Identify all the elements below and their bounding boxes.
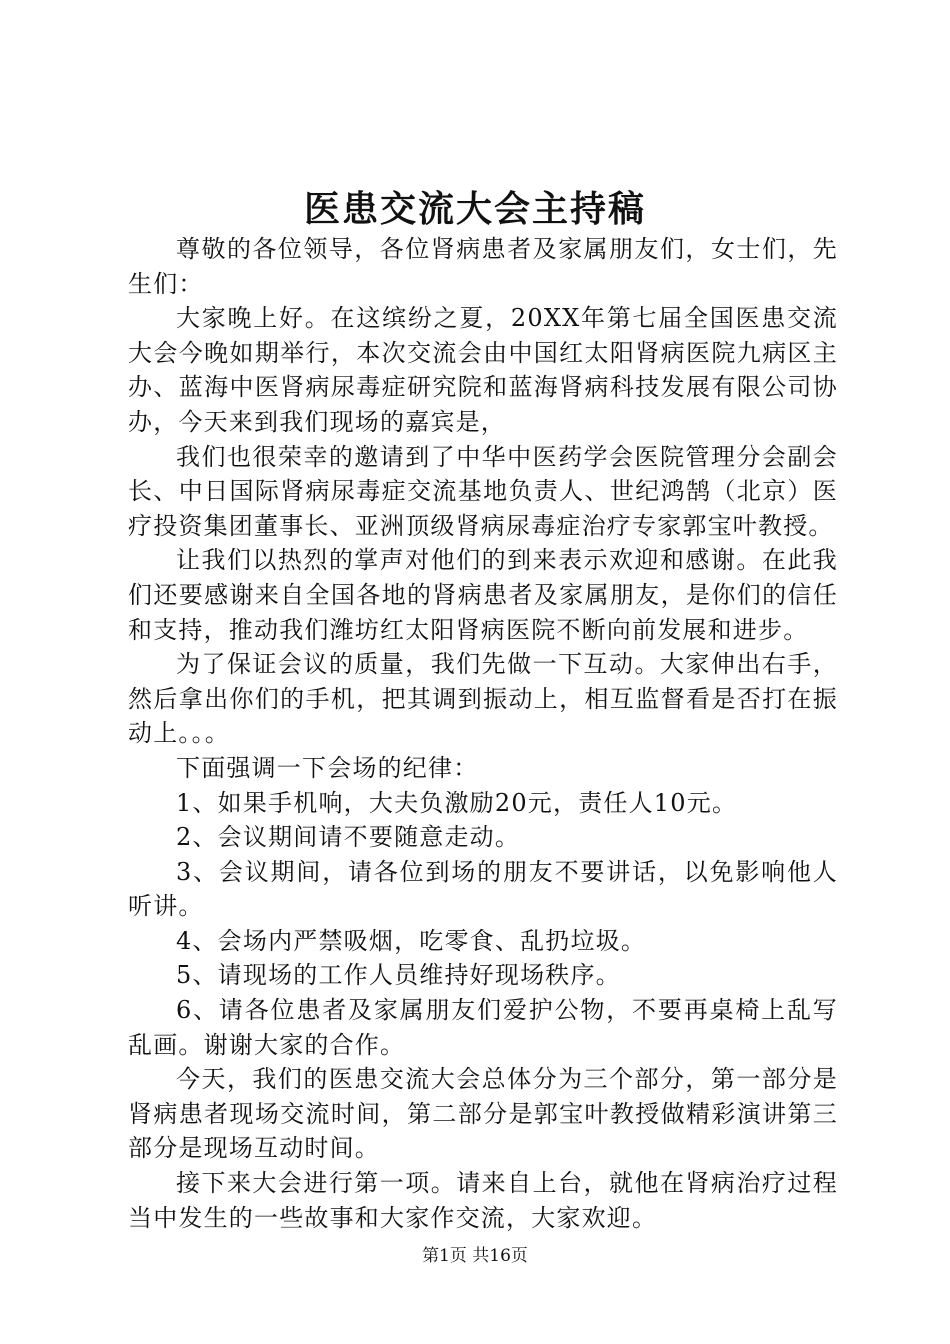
paragraph-agenda: 今天，我们的医患交流大会总体分为三个部分，第一部分是肾病患者现场交流时间，第二部分是郭宝叶教授做精彩演讲第三部分是现场互动时间。 <box>128 1065 838 1163</box>
document-body <box>128 232 838 1235</box>
paragraph-interaction: 为了保证会议的质量，我们先做一下互动。大家伸出右手，然后拿出你们的手机，把其调到振动上，相互监督看是否打在振动上。。。 <box>128 650 838 748</box>
paragraph-guest: 我们也很荣幸的邀请到了中华中医药学会医院管理分会副会长、中日国际肾病尿毒症交流基地负责人、世纪鸿鹄（北京）医疗投资集团董事长、亚洲顶级肾病尿毒症治疗专家郭宝叶教授。 <box>128 442 838 540</box>
document-title: 医患交流大会主持稿 <box>303 188 646 230</box>
rule-item-3: 3、会议期间，请各位到场的朋友不要讲话，以免影响他人听讲。 <box>128 857 838 921</box>
paragraph-rules-intro: 下面强调一下会场的纪律： <box>176 753 479 782</box>
rule-item-4: 4、会场内严禁吸烟，吃零食、乱扔垃圾。 <box>176 926 647 955</box>
rule-item-2: 2、会议期间请不要随意走动。 <box>176 823 521 852</box>
rule-item-5: 5、请现场的工作人员维持好现场秩序。 <box>176 961 621 990</box>
paragraph-first-item: 接下来大会进行第一项。请来自上台，就他在肾病治疗过程当中发生的一些故事和大家作交流，大家欢迎。 <box>128 1169 838 1232</box>
rule-item-6: 6、请各位患者及家属朋友们爱护公物，不要再桌椅上乱写乱画。谢谢大家的合作。 <box>128 996 838 1059</box>
paragraph-welcome: 让我们以热烈的掌声对他们的到来表示欢迎和感谢。在此我们还要感谢来自全国各地的肾病患者及家属朋友，是你们的信任和支持，推动我们潍坊红太阳肾病医院不断向前发展和进步。 <box>128 546 838 644</box>
paragraph-greeting: 尊敬的各位领导，各位肾病患者及家属朋友们，女士们，先生们： <box>128 235 838 298</box>
rule-item-1: 1、如果手机响，大夫负激励20元，责任人10元。 <box>176 788 738 817</box>
paragraph-opening: 大家晚上好。在这缤纷之夏，20XX年第七届全国医患交流大会今晚如期举行，本次交流会由中国红太阳肾病医院九病区主办、蓝海中医肾病尿毒症研究院和蓝海肾病科技发展有限公司协办，今天来到我们现场的嘉宾是， <box>128 304 838 436</box>
page-footer: 第1页 共16页 <box>422 1246 528 1266</box>
